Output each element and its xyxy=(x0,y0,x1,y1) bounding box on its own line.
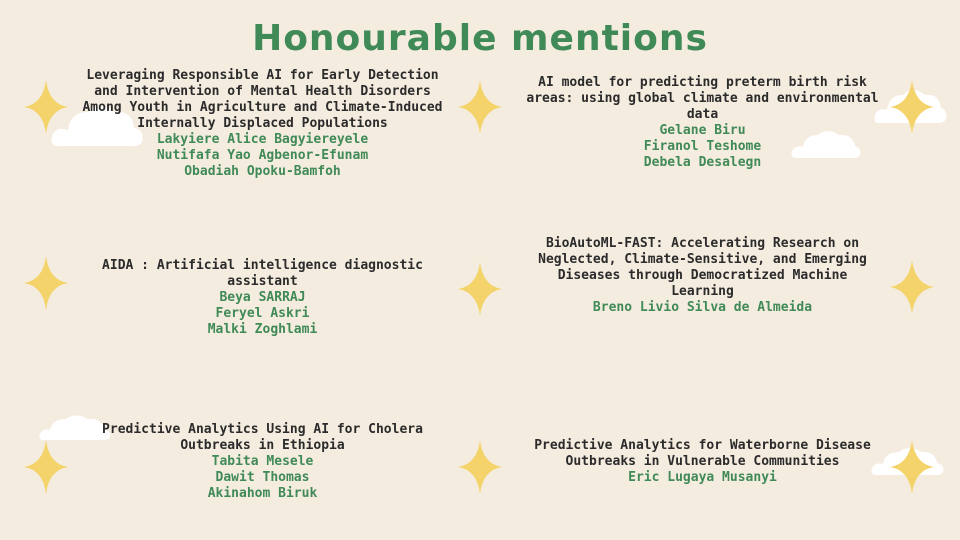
author-name: Lakyiere Alice Bagyiereyele xyxy=(156,132,369,147)
sparkle-icon xyxy=(890,440,934,494)
author-name: Firanol Teshome xyxy=(643,139,762,154)
author-name: Breno Livio Silva de Almeida xyxy=(592,300,813,315)
project-title: BioAutoML-FAST: Accelerating Research on Neglected, Climate-Sensitive, and Emerging Diseases through Democratized Machine Learning xyxy=(538,236,867,299)
mention-entry xyxy=(100,258,425,338)
sparkle-icon xyxy=(24,256,68,310)
author-name: Debela Desalegn xyxy=(643,155,762,170)
author-name: Akinahom Biruk xyxy=(207,486,318,501)
page-title: Honourable mentions xyxy=(252,18,708,59)
author-name: Gelane Biru xyxy=(659,123,746,138)
sparkle-icon xyxy=(24,80,68,134)
sparkle-icon xyxy=(458,80,502,134)
author-name: Obadiah Opoku-Bamfoh xyxy=(184,164,341,179)
author-name: Malki Zoghlami xyxy=(207,322,318,337)
sparkle-icon xyxy=(24,440,68,494)
mention-entry xyxy=(520,438,885,486)
mention-entry xyxy=(95,422,430,502)
mention-entry xyxy=(530,236,875,316)
author-name: Nutifafa Yao Agbenor-Efunam xyxy=(156,148,369,163)
author-name: Feryel Askri xyxy=(215,306,310,321)
author-name: Eric Lugaya Musanyi xyxy=(628,470,777,485)
project-title: Predictive Analytics Using AI for Cholera Outbreaks in Ethiopia xyxy=(102,422,423,453)
sparkle-icon xyxy=(458,262,502,316)
sparkle-icon xyxy=(890,80,934,134)
sparkle-icon xyxy=(890,260,934,314)
author-name: Beya SARRAJ xyxy=(219,290,306,305)
project-title: AIDA : Artificial intelligence diagnostic assistant xyxy=(102,258,423,289)
sparkle-icon xyxy=(458,440,502,494)
author-name: Tabita Mesele xyxy=(211,454,314,469)
project-title: Predictive Analytics for Waterborne Disease Outbreaks in Vulnerable Communities xyxy=(534,438,871,469)
project-title: Leveraging Responsible AI for Early Detection and Intervention of Mental Health Disorders Among Youth in Agriculture and Climate-Induced Internally Displaced Populations xyxy=(82,68,443,131)
mention-entry xyxy=(75,68,450,180)
mention-entry xyxy=(520,75,885,171)
author-name: Dawit Thomas xyxy=(215,470,310,485)
project-title: AI model for predicting preterm birth risk areas: using global climate and environmental data xyxy=(526,75,879,122)
